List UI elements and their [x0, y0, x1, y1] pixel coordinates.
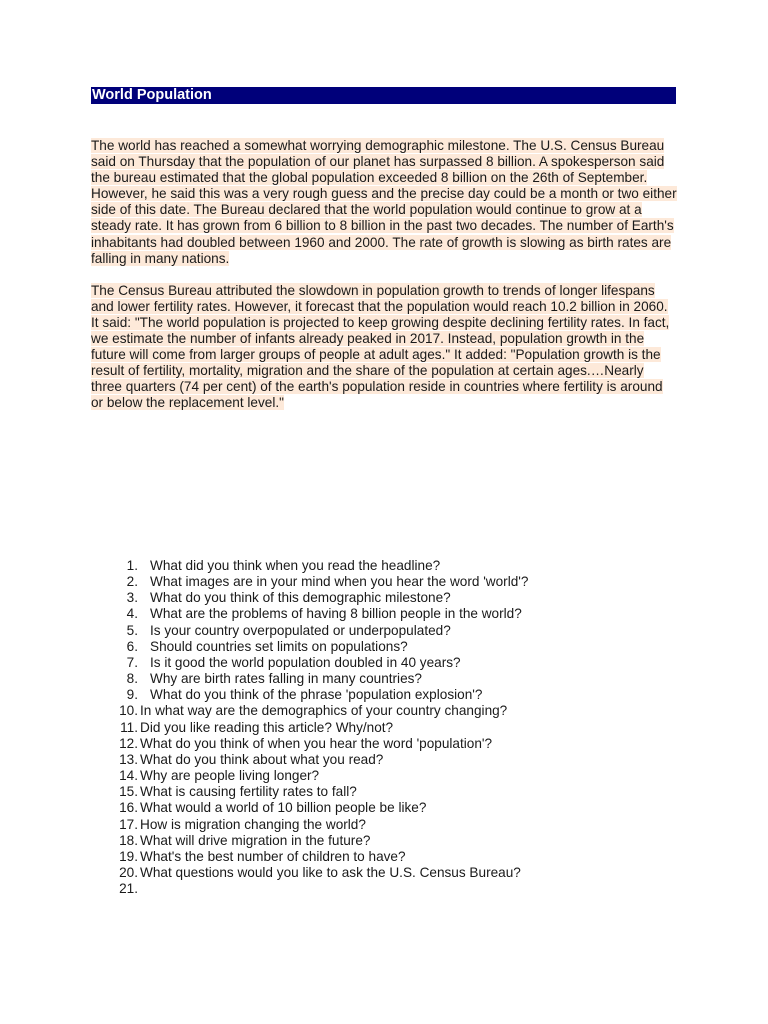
question-text: In what way are the demographics of your country changing?: [140, 703, 508, 719]
question-text: Why are people living longer?: [140, 768, 320, 784]
question-text: Is it good the world population doubled in 40 years?: [150, 654, 461, 670]
question-item: [110, 849, 670, 865]
article-paragraph-2: [91, 283, 677, 412]
question-item: [110, 784, 670, 800]
question-item: [110, 865, 670, 881]
question-item: [110, 720, 670, 736]
document-title: World Population: [91, 87, 676, 104]
question-item: [110, 606, 670, 622]
question-number: 20.: [119, 864, 138, 880]
question-item: [110, 590, 670, 606]
paragraph-text: The world has reached a somewhat worrying demographic milestone. The U.S. Census Bureau said on Thursday that the population of our planet has surpassed 8 billion. A spokesperson said the bureau estimated that the global population exceeded 8 billion on the 26th of September. However, he said this was a very rough guess and the precise day could be a month or two either side of this date. The Bureau declared that the world population would continue to grow at a steady rate. It has grown from 6 billion to 8 billion in the past two decades. The number of Earth's inhabitants had doubled between 1960 and 2000. The rate of growth is slowing as birth rates are falling in many nations.: [91, 138, 677, 266]
question-item: [110, 574, 670, 590]
question-item: [110, 881, 670, 897]
question-gap: [138, 687, 150, 703]
question-number: 16.: [119, 800, 138, 816]
question-number: 18.: [119, 832, 138, 848]
question-text: What images are in your mind when you hear the word 'world'?: [150, 574, 529, 590]
question-text: What do you think of this demographic milestone?: [150, 590, 451, 606]
question-number: 4.: [126, 606, 138, 622]
question-number: 19.: [119, 848, 138, 864]
question-gap: [138, 606, 150, 622]
question-number: 3.: [126, 590, 138, 606]
question-item: [110, 768, 670, 784]
question-gap: [138, 639, 150, 655]
question-gap: [138, 558, 150, 574]
question-number: 21.: [119, 881, 138, 897]
question-item: [110, 800, 670, 816]
question-text: Why are birth rates falling in many countries?: [150, 671, 422, 687]
article-body: [91, 138, 677, 428]
discussion-questions-list: [110, 558, 670, 897]
question-text: What questions would you like to ask the U.S. Census Bureau?: [140, 864, 521, 880]
question-item: [110, 623, 670, 639]
question-number: 1.: [126, 558, 138, 573]
question-text: What will drive migration in the future?: [140, 832, 371, 848]
question-number: 15.: [119, 784, 138, 800]
question-gap: [138, 590, 150, 606]
question-gap: [138, 655, 150, 671]
question-number: 2.: [126, 574, 138, 590]
question-number: 10.: [119, 703, 138, 719]
question-number: 5.: [126, 622, 138, 638]
question-item: [110, 687, 670, 703]
question-gap: [138, 623, 150, 639]
question-text: What's the best number of children to have?: [140, 848, 406, 864]
paragraph-text: The Census Bureau attributed the slowdown in population growth to trends of longer lifespans and lower fertility rates. However, it forecast that the population would reach 10.2 billion in 2060. It said: "The world population is projected to keep growing despite declining fertility rates. In fact, we estimate the number of infants already peaked in 2017. Instead, population growth in the future will come from larger groups of people at adult ages." It added: "Population growth is the result of fertility, mortality, migration and the share of the population at certain ages.…Nearly three quarters (74 per cent) of the earth's population reside in countries where fertility is around or below the replacement level.": [91, 282, 670, 411]
question-item: [110, 639, 670, 655]
question-item: [110, 703, 670, 719]
question-gap: [138, 574, 150, 590]
question-text: Did you like reading this article? Why/not?: [140, 719, 394, 735]
question-number: 11.: [120, 719, 138, 735]
question-item: [110, 736, 670, 752]
question-item: [110, 752, 670, 768]
question-item: [110, 833, 670, 849]
question-number: 6.: [126, 638, 138, 654]
question-number: 9.: [126, 687, 138, 703]
question-gap: [138, 881, 140, 897]
question-text: What do you think of the phrase 'population explosion'?: [150, 687, 483, 703]
question-text: What did you think when you read the headline?: [150, 558, 441, 573]
question-gap: [138, 671, 150, 687]
question-item: [110, 558, 670, 574]
question-text: What do you think of when you hear the word 'population'?: [140, 735, 493, 751]
question-number: 7.: [126, 654, 138, 670]
question-text: Should countries set limits on populations?: [150, 638, 408, 654]
question-item: [110, 817, 670, 833]
article-paragraph-1: [91, 138, 677, 267]
question-text: What do you think about what you read?: [140, 751, 384, 767]
question-item: [110, 671, 670, 687]
question-number: 13.: [119, 751, 138, 767]
question-text: What would a world of 10 billion people be like?: [140, 800, 427, 816]
question-number: 14.: [119, 768, 138, 784]
question-number: 17.: [119, 816, 138, 832]
question-text: What is causing fertility rates to fall?: [140, 784, 357, 800]
question-number: 12.: [119, 735, 138, 751]
question-number: 8.: [126, 671, 138, 687]
question-item: [110, 655, 670, 671]
question-text: Is your country overpopulated or underpopulated?: [150, 622, 451, 638]
question-text: How is migration changing the world?: [140, 816, 366, 832]
question-text: What are the problems of having 8 billion people in the world?: [150, 606, 522, 622]
